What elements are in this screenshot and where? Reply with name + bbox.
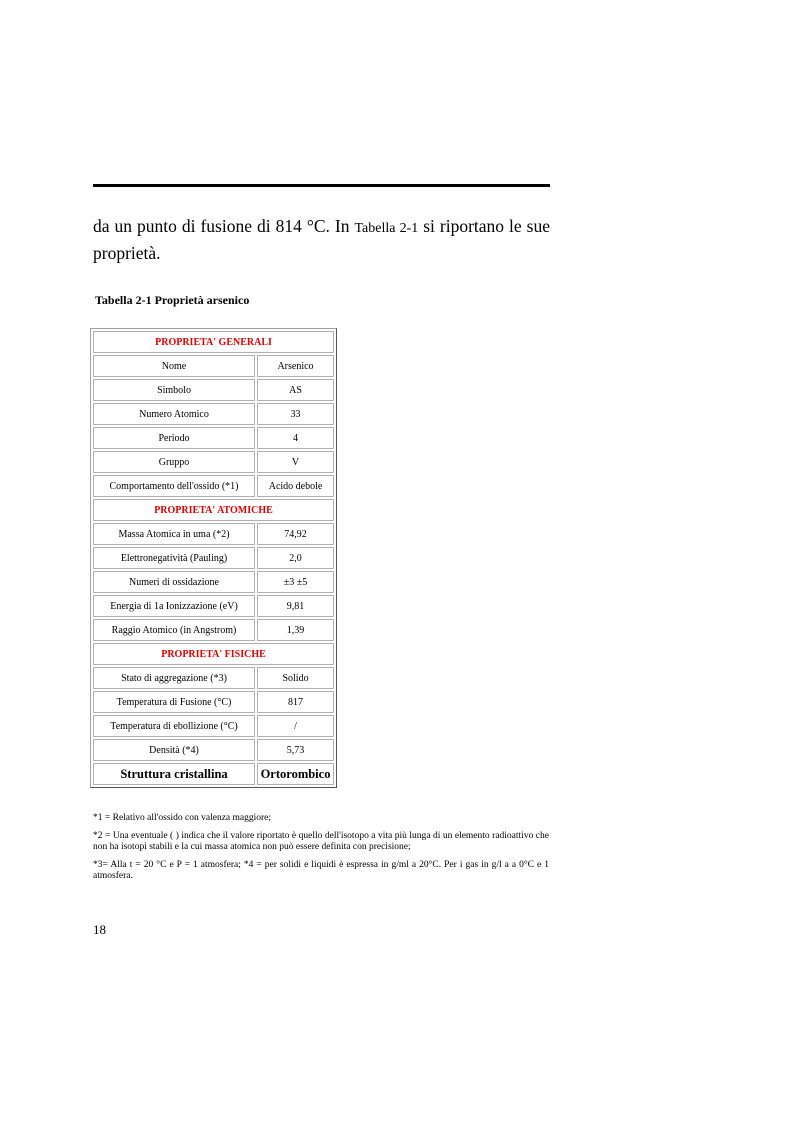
footnote: *1 = Relativo all'ossido con valenza maggiore;	[93, 813, 272, 823]
table-row	[93, 691, 334, 713]
property-value: 4	[257, 427, 334, 449]
section-header-physical: PROPRIETA' FISICHE	[93, 643, 334, 665]
property-name: Densità (*4)	[93, 739, 255, 761]
property-value: Solido	[257, 667, 334, 689]
table-row	[93, 379, 334, 401]
table-row	[93, 763, 334, 785]
property-name: Gruppo	[93, 451, 255, 473]
property-value: 1,39	[257, 619, 334, 641]
property-value: 74,92	[257, 523, 334, 545]
properties-table	[90, 328, 337, 788]
section-row	[93, 331, 334, 353]
table-row	[93, 667, 334, 689]
table-row	[93, 739, 334, 761]
table-row	[93, 595, 334, 617]
table-row	[93, 619, 334, 641]
property-name: Temperatura di ebollizione (°C)	[93, 715, 255, 737]
property-value: 2,0	[257, 547, 334, 569]
footnotes	[93, 813, 549, 889]
property-name: Struttura cristallina	[93, 763, 255, 785]
property-name: Simbolo	[93, 379, 255, 401]
intro-text-after: si riportano le sue proprietà.	[93, 216, 550, 263]
table-row	[93, 715, 334, 737]
section-row	[93, 643, 334, 665]
property-name: Temperatura di Fusione (°C)	[93, 691, 255, 713]
table-row	[93, 547, 334, 569]
property-name: Periodo	[93, 427, 255, 449]
table-row	[93, 571, 334, 593]
table-row	[93, 523, 334, 545]
page-number: 18	[93, 922, 106, 937]
property-name: Numeri di ossidazione	[93, 571, 255, 593]
property-value: ±3 ±5	[257, 571, 334, 593]
property-value: 5,73	[257, 739, 334, 761]
property-value: Ortorombico	[257, 763, 334, 785]
table-row	[93, 451, 334, 473]
property-name: Massa Atomica in uma (*2)	[93, 523, 255, 545]
property-value: Arsenico	[257, 355, 334, 377]
section-header-general: PROPRIETA' GENERALI	[93, 331, 334, 353]
property-name: Raggio Atomico (in Angstrom)	[93, 619, 255, 641]
property-value: V	[257, 451, 334, 473]
property-value: Acido debole	[257, 475, 334, 497]
table-reference: Tabella 2-1	[354, 221, 419, 236]
property-name: Numero Atomico	[93, 403, 255, 425]
property-name: Elettronegatività (Pauling)	[93, 547, 255, 569]
section-header-atomic: PROPRIETA' ATOMICHE	[93, 499, 334, 521]
table-row	[93, 403, 334, 425]
footnote: *2 = Una eventuale ( ) indica che il valore riportato è quello dell'isotopo a vita più lunga di un elemento radioattivo che non ha isotopi stabili e la cui massa atomica non può essere definita con precisione;	[93, 830, 549, 852]
intro-paragraph	[93, 214, 550, 265]
table-row	[93, 355, 334, 377]
property-value: /	[257, 715, 334, 737]
property-name: Energia di 1a Ionizzazione (eV)	[93, 595, 255, 617]
property-value: 9,81	[257, 595, 334, 617]
table-caption: Tabella 2-1 Proprietà arsenico	[95, 293, 250, 307]
property-name: Nome	[93, 355, 255, 377]
property-value: 817	[257, 691, 334, 713]
property-name: Stato di aggregazione (*3)	[93, 667, 255, 689]
footnote: *3= Alla t = 20 °C e P = 1 atmosfera; *4 = per solidi e liquidi è espressa in g/ml a 20°C. Per i gas in g/l a a 0°C e 1 atmosfera.	[93, 859, 549, 881]
table-row	[93, 427, 334, 449]
intro-text-before: da un punto di fusione di 814 °C. In	[93, 216, 355, 236]
table-row	[93, 475, 334, 497]
property-value: AS	[257, 379, 334, 401]
header-rule	[93, 184, 550, 187]
section-row	[93, 499, 334, 521]
property-name: Comportamento dell'ossido (*1)	[93, 475, 255, 497]
property-value: 33	[257, 403, 334, 425]
